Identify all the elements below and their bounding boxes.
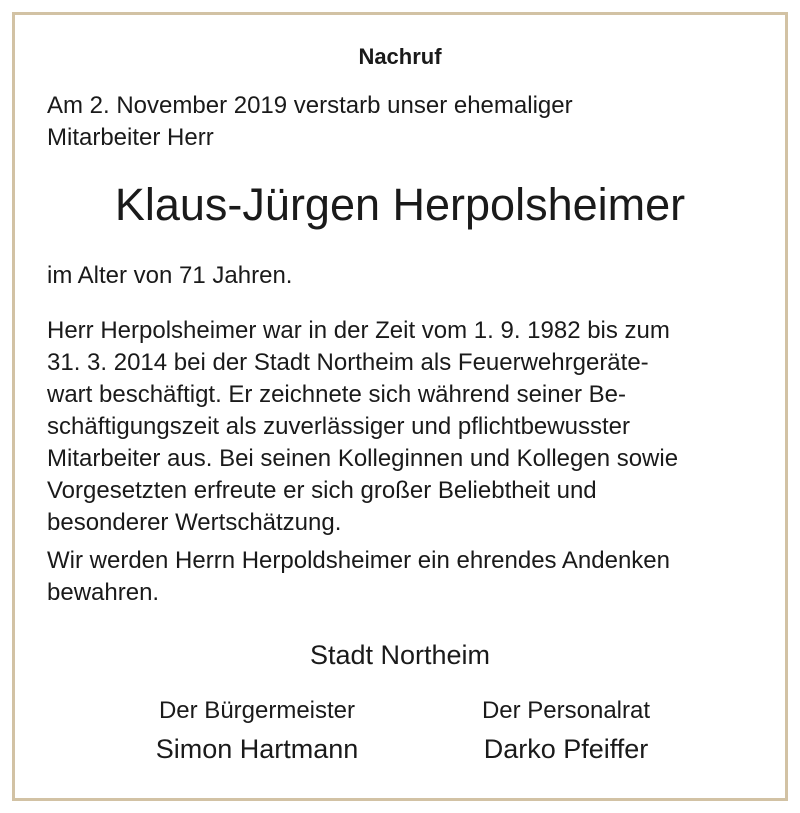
body-line: schäftigungszeit als zuverlässiger und pflichtbewusster: [47, 413, 630, 440]
intro-line: Mitarbeiter Herr: [47, 124, 214, 151]
body-line: Vorgesetzten erfreute er sich großer Beliebtheit und: [47, 477, 597, 504]
intro-line: Am 2. November 2019 verstarb unser ehemaliger: [47, 92, 573, 119]
body-line: wart beschäftigt. Er zeichnete sich während seiner Be-: [47, 381, 626, 408]
closing-line: bewahren.: [47, 579, 160, 606]
body-line: besonderer Wertschätzung.: [47, 509, 342, 536]
deceased-name: Klaus-Jürgen Herpolsheimer: [114, 179, 686, 230]
organization-name: Stadt Northeim: [309, 640, 491, 670]
body-line: Mitarbeiter aus. Bei seinen Kolleginnen und Kollegen sowie: [47, 445, 679, 472]
intro-paragraph: [47, 90, 573, 154]
body-line: Herr Herpolsheimer war in der Zeit vom 1. 9. 1982 bis zum: [47, 317, 670, 344]
body-line: 31. 3. 2014 bei der Stadt Northeim als Feuerwehrgeräte-: [47, 349, 649, 376]
signatory-name: Darko Pfeiffer: [483, 734, 649, 764]
closing-paragraph: [47, 545, 670, 609]
signatory-title: Der Bürgermeister: [158, 697, 356, 724]
signatory-title: Der Personalrat: [481, 697, 651, 724]
notice-heading: Nachruf: [358, 44, 442, 69]
body-paragraph: [47, 315, 678, 539]
signatory-name: Simon Hartmann: [155, 734, 359, 764]
age-line: im Alter von 71 Jahren.: [47, 262, 293, 289]
closing-line: Wir werden Herrn Herpoldsheimer ein ehrendes Andenken: [47, 547, 670, 574]
